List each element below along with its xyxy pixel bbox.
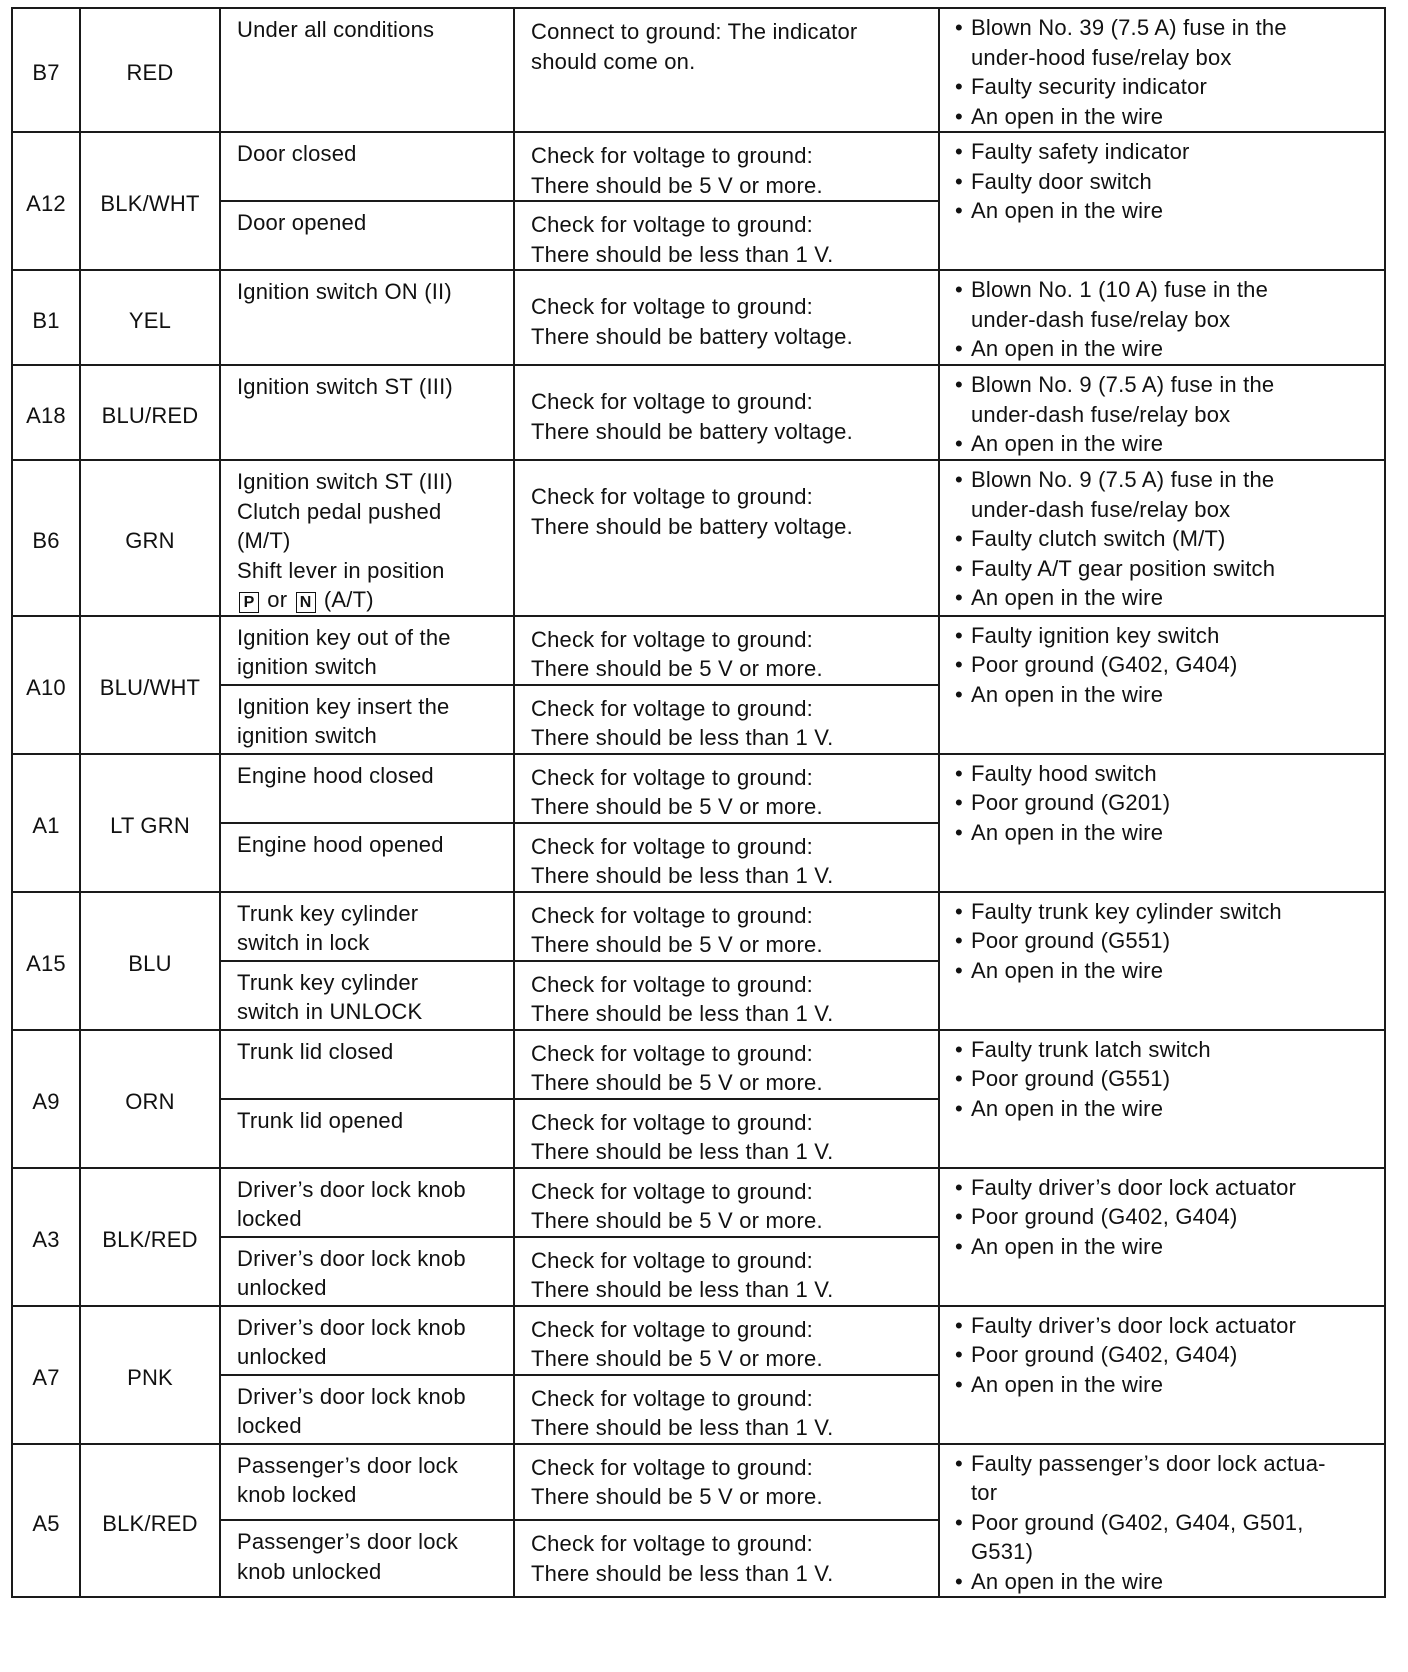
possible-cause-item: • Poor ground (G201) <box>952 788 1378 818</box>
test-result-cell: Check for voltage to ground: There should be 5 V or more. <box>514 132 939 201</box>
troubleshooting-sheet <box>11 7 1384 1598</box>
possible-cause-item: • An open in the wire <box>952 102 1378 132</box>
possible-cause-cell <box>939 1030 1385 1168</box>
test-condition-text: Driver’s door lock knob unlocked <box>237 1245 466 1300</box>
table-row <box>12 365 1385 460</box>
possible-cause-item: • An open in the wire <box>952 429 1378 459</box>
test-condition-text: Driver’s door lock knob locked <box>237 1383 466 1438</box>
neutral-position-symbol: N <box>296 592 316 613</box>
test-condition-text: Door opened <box>237 210 367 235</box>
possible-cause-item: • An open in the wire <box>952 196 1378 226</box>
wire-color-cell: RED <box>80 8 220 132</box>
test-result-cell: Check for voltage to ground: There should be 5 V or more. <box>514 1168 939 1237</box>
possible-cause-list <box>952 1311 1378 1400</box>
possible-cause-item: • Poor ground (G402, G404) <box>952 1202 1378 1232</box>
test-condition-text: Trunk key cylinder switch in UNLOCK <box>237 969 423 1024</box>
terminal-cell: B1 <box>12 270 80 365</box>
test-condition-cell <box>220 1030 514 1099</box>
possible-cause-item: • Faulty clutch switch (M/T) <box>952 524 1378 554</box>
possible-cause-item: • An open in the wire <box>952 1094 1378 1124</box>
possible-cause-item: • Blown No. 9 (7.5 A) fuse in the under-dash fuse/relay box <box>952 370 1378 429</box>
test-condition-cell <box>220 132 514 201</box>
test-result-cell: Check for voltage to ground: There should be less than 1 V. <box>514 685 939 754</box>
possible-cause-item: • Blown No. 1 (10 A) fuse in the under-dash fuse/relay box <box>952 275 1378 334</box>
test-condition-cell <box>220 1520 514 1597</box>
test-condition-cell <box>220 1168 514 1237</box>
table-row <box>12 754 1385 823</box>
possible-cause-item: • Faulty trunk latch switch <box>952 1035 1378 1065</box>
possible-cause-item: • Faulty door switch <box>952 167 1378 197</box>
wire-color-cell: PNK <box>80 1306 220 1444</box>
possible-cause-item: • Poor ground (G551) <box>952 926 1378 956</box>
possible-cause-item: • Faulty driver’s door lock actuator <box>952 1173 1378 1203</box>
possible-cause-list <box>952 137 1378 226</box>
test-condition-cell <box>220 616 514 685</box>
test-condition-cell <box>220 365 514 460</box>
possible-cause-list <box>952 1173 1378 1262</box>
possible-cause-item: • Faulty security indicator <box>952 72 1378 102</box>
possible-cause-list <box>952 465 1378 613</box>
test-result-cell: Check for voltage to ground: There should be less than 1 V. <box>514 823 939 892</box>
test-condition-text: Ignition switch ST (III) <box>237 374 453 399</box>
table-row <box>12 1030 1385 1099</box>
test-condition-text: Under all conditions <box>237 17 435 42</box>
possible-cause-list <box>952 1449 1378 1597</box>
test-condition-text: Trunk lid closed <box>237 1038 394 1064</box>
terminal-cell: B6 <box>12 460 80 616</box>
test-condition-text: Passenger’s door lock knob locked <box>237 1452 459 1507</box>
terminal-cell: A15 <box>12 892 80 1030</box>
test-condition-cell <box>220 961 514 1030</box>
terminal-cell: A3 <box>12 1168 80 1306</box>
possible-cause-item: • An open in the wire <box>952 818 1378 848</box>
possible-cause-item: • Poor ground (G551) <box>952 1064 1378 1094</box>
possible-cause-item: • Blown No. 9 (7.5 A) fuse in the under-dash fuse/relay box <box>952 465 1378 524</box>
table-row <box>12 616 1385 685</box>
test-result-cell: Connect to ground: The indicator should come on. <box>514 8 939 132</box>
table-row <box>12 132 1385 201</box>
test-condition-cell <box>220 1375 514 1444</box>
possible-cause-list <box>952 370 1378 459</box>
possible-cause-item: • Blown No. 39 (7.5 A) fuse in the under-hood fuse/relay box <box>952 13 1378 72</box>
possible-cause-item: • An open in the wire <box>952 1232 1378 1262</box>
test-condition-text: Ignition key insert the ignition switch <box>237 693 450 748</box>
test-condition-text: Driver’s door lock knob locked <box>237 1176 466 1231</box>
possible-cause-item: • Poor ground (G402, G404) <box>952 1340 1378 1370</box>
wire-color-cell: LT GRN <box>80 754 220 892</box>
test-condition-cell <box>220 892 514 961</box>
test-result-cell: Check for voltage to ground: There should be less than 1 V. <box>514 1520 939 1597</box>
possible-cause-item: • Poor ground (G402, G404) <box>952 650 1378 680</box>
test-condition-text: Driver’s door lock knob unlocked <box>237 1314 466 1369</box>
wire-color-cell: BLK/RED <box>80 1168 220 1306</box>
test-condition-text: Trunk key cylinder switch in lock <box>237 900 419 955</box>
possible-cause-item: • An open in the wire <box>952 334 1378 364</box>
terminal-cell: A10 <box>12 616 80 754</box>
possible-cause-item: • Faulty A/T gear position switch <box>952 554 1378 584</box>
possible-cause-cell <box>939 892 1385 1030</box>
park-position-symbol: P <box>239 592 259 613</box>
test-result-cell: Check for voltage to ground: There should be battery voltage. <box>514 460 939 616</box>
possible-cause-item: • Faulty safety indicator <box>952 137 1378 167</box>
test-result-cell: Check for voltage to ground: There should be 5 V or more. <box>514 754 939 823</box>
possible-cause-item: • An open in the wire <box>952 956 1378 986</box>
terminal-cell: A7 <box>12 1306 80 1444</box>
terminal-cell: A5 <box>12 1444 80 1598</box>
test-result-cell: Check for voltage to ground: There should be less than 1 V. <box>514 1237 939 1306</box>
test-condition-cell <box>220 460 514 616</box>
possible-cause-cell <box>939 365 1385 460</box>
table-body <box>12 8 1385 1597</box>
test-result-cell: Check for voltage to ground: There should be battery voltage. <box>514 365 939 460</box>
possible-cause-list <box>952 621 1378 710</box>
test-condition-cell <box>220 1099 514 1168</box>
wire-color-cell: ORN <box>80 1030 220 1168</box>
possible-cause-item: • An open in the wire <box>952 1370 1378 1400</box>
test-condition-cell <box>220 270 514 365</box>
test-condition-text: Door closed <box>237 141 357 166</box>
possible-cause-item: • An open in the wire <box>952 1567 1378 1597</box>
terminal-test-table <box>11 7 1386 1598</box>
test-condition-cell <box>220 1306 514 1375</box>
possible-cause-cell <box>939 754 1385 892</box>
test-condition-cell <box>220 1444 514 1521</box>
test-condition-text: Trunk lid opened <box>237 1107 404 1133</box>
possible-cause-item: • Poor ground (G402, G404, G501, G531) <box>952 1508 1378 1567</box>
possible-cause-item: • Faulty ignition key switch <box>952 621 1378 651</box>
table-row <box>12 892 1385 961</box>
test-condition-text: Engine hood closed <box>237 762 434 788</box>
test-condition-cell <box>220 1237 514 1306</box>
test-result-cell: Check for voltage to ground: There should be less than 1 V. <box>514 201 939 270</box>
test-result-cell: Check for voltage to ground: There should be less than 1 V. <box>514 961 939 1030</box>
possible-cause-item: • An open in the wire <box>952 680 1378 710</box>
table-row <box>12 1168 1385 1237</box>
possible-cause-cell <box>939 8 1385 132</box>
test-result-cell: Check for voltage to ground: There should be less than 1 V. <box>514 1099 939 1168</box>
possible-cause-cell <box>939 270 1385 365</box>
possible-cause-item: • Faulty hood switch <box>952 759 1378 789</box>
test-condition-text: Ignition key out of the ignition switch <box>237 624 451 679</box>
wire-color-cell: YEL <box>80 270 220 365</box>
test-result-cell: Check for voltage to ground: There should be 5 V or more. <box>514 616 939 685</box>
possible-cause-list <box>952 759 1378 848</box>
wire-color-cell: BLK/RED <box>80 1444 220 1598</box>
terminal-cell: B7 <box>12 8 80 132</box>
possible-cause-list <box>952 13 1378 131</box>
test-condition-cell <box>220 823 514 892</box>
terminal-cell: A12 <box>12 132 80 270</box>
test-condition-cell <box>220 754 514 823</box>
possible-cause-item: • Faulty trunk key cylinder switch <box>952 897 1378 927</box>
possible-cause-list <box>952 1035 1378 1124</box>
table-row <box>12 1306 1385 1375</box>
test-result-cell: Check for voltage to ground: There should be 5 V or more. <box>514 892 939 961</box>
terminal-cell: A9 <box>12 1030 80 1168</box>
test-condition-cell <box>220 8 514 132</box>
possible-cause-cell <box>939 1168 1385 1306</box>
possible-cause-item: • Faulty driver’s door lock actuator <box>952 1311 1378 1341</box>
possible-cause-item: • Faulty passenger’s door lock actua- tor <box>952 1449 1378 1508</box>
wire-color-cell: BLU <box>80 892 220 1030</box>
table-row <box>12 270 1385 365</box>
possible-cause-list <box>952 897 1378 986</box>
test-result-cell: Check for voltage to ground: There should be 5 V or more. <box>514 1030 939 1099</box>
possible-cause-cell <box>939 132 1385 270</box>
terminal-cell: A18 <box>12 365 80 460</box>
transmission-type-text: (A/T) <box>317 587 374 612</box>
wire-color-cell: GRN <box>80 460 220 616</box>
possible-cause-cell <box>939 1306 1385 1444</box>
table-row <box>12 460 1385 616</box>
table-row <box>12 8 1385 132</box>
test-result-cell: Check for voltage to ground: There should be less than 1 V. <box>514 1375 939 1444</box>
wire-color-cell: BLU/RED <box>80 365 220 460</box>
test-condition-text: Passenger’s door lock knob unlocked <box>237 1529 459 1584</box>
possible-cause-cell <box>939 1444 1385 1598</box>
possible-cause-item: • An open in the wire <box>952 583 1378 613</box>
terminal-cell: A1 <box>12 754 80 892</box>
wire-color-cell: BLU/WHT <box>80 616 220 754</box>
possible-cause-cell <box>939 616 1385 754</box>
possible-cause-cell <box>939 460 1385 616</box>
test-condition-cell <box>220 685 514 754</box>
test-result-cell: Check for voltage to ground: There should be 5 V or more. <box>514 1444 939 1521</box>
test-condition-cell <box>220 201 514 270</box>
table-row <box>12 1444 1385 1521</box>
test-result-cell: Check for voltage to ground: There should be battery voltage. <box>514 270 939 365</box>
possible-cause-list <box>952 275 1378 364</box>
test-condition-text: Ignition switch ST (III) Clutch pedal pushed (M/T) Shift lever in position <box>237 469 453 583</box>
wire-color-cell: BLK/WHT <box>80 132 220 270</box>
or-text: or <box>261 587 294 612</box>
test-condition-text: Ignition switch ON (II) <box>237 279 452 304</box>
test-result-cell: Check for voltage to ground: There should be 5 V or more. <box>514 1306 939 1375</box>
test-condition-text: Engine hood opened <box>237 831 444 857</box>
